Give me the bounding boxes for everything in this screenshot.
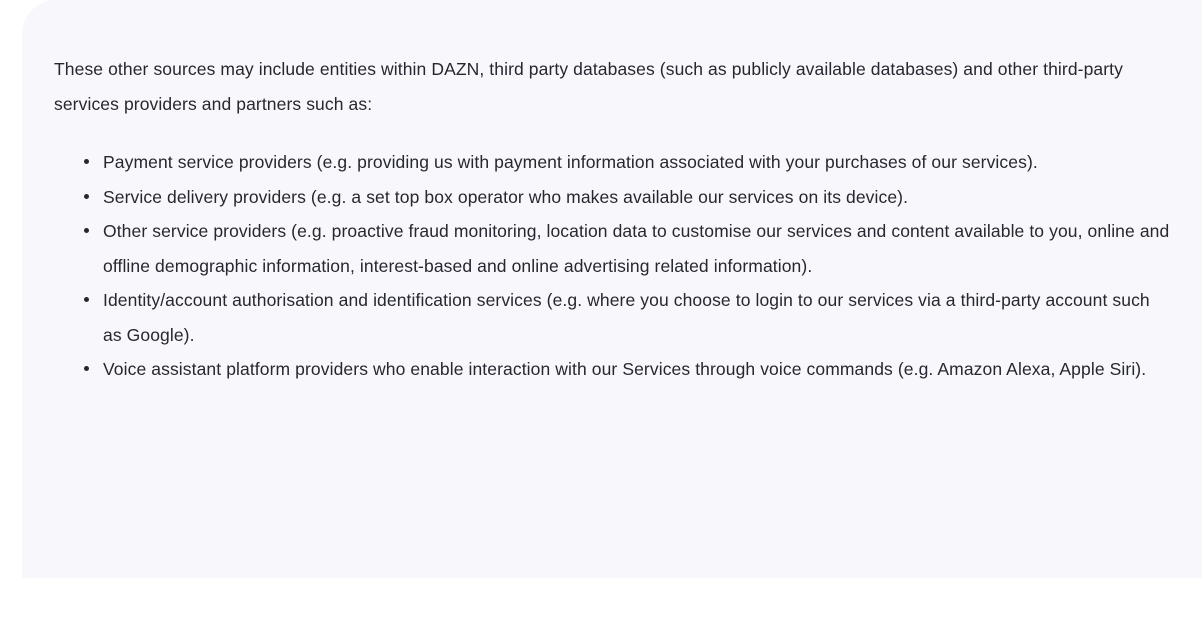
provider-list	[54, 145, 1170, 387]
document-text-body	[54, 52, 1170, 387]
list-item	[54, 283, 1170, 352]
list-item	[54, 180, 1170, 215]
left-gutter	[0, 0, 22, 578]
bullet-icon	[84, 228, 89, 233]
bottom-strip	[0, 578, 1202, 634]
list-item	[54, 214, 1170, 283]
list-item-text: Payment service providers (e.g. providing us with payment information associated with your purchases of our services).	[103, 152, 1038, 172]
list-item	[54, 352, 1170, 387]
intro-paragraph: These other sources may include entities within DAZN, third party databases (such as publicly available databases) and other third-party services providers and partners such as:	[54, 59, 1123, 114]
bullet-icon	[84, 159, 89, 164]
list-item-text: Other service providers (e.g. proactive fraud monitoring, location data to customise our services and content available to you, online and offline demographic information, interest-based and online advertising related information).	[103, 221, 1170, 276]
bullet-icon	[84, 194, 89, 199]
list-item	[54, 145, 1170, 180]
list-item-text: Voice assistant platform providers who enable interaction with our Services through voice commands (e.g. Amazon Alexa, Apple Siri).	[103, 359, 1147, 379]
document-content-panel	[22, 0, 1202, 578]
list-item-text: Service delivery providers (e.g. a set top box operator who makes available our services on its device).	[103, 186, 909, 207]
list-item-text: Identity/account authorisation and identification services (e.g. where you choose to login to our services via a third-party account such as Google).	[103, 290, 1150, 345]
bullet-icon	[84, 297, 89, 302]
bullet-icon	[84, 366, 89, 371]
